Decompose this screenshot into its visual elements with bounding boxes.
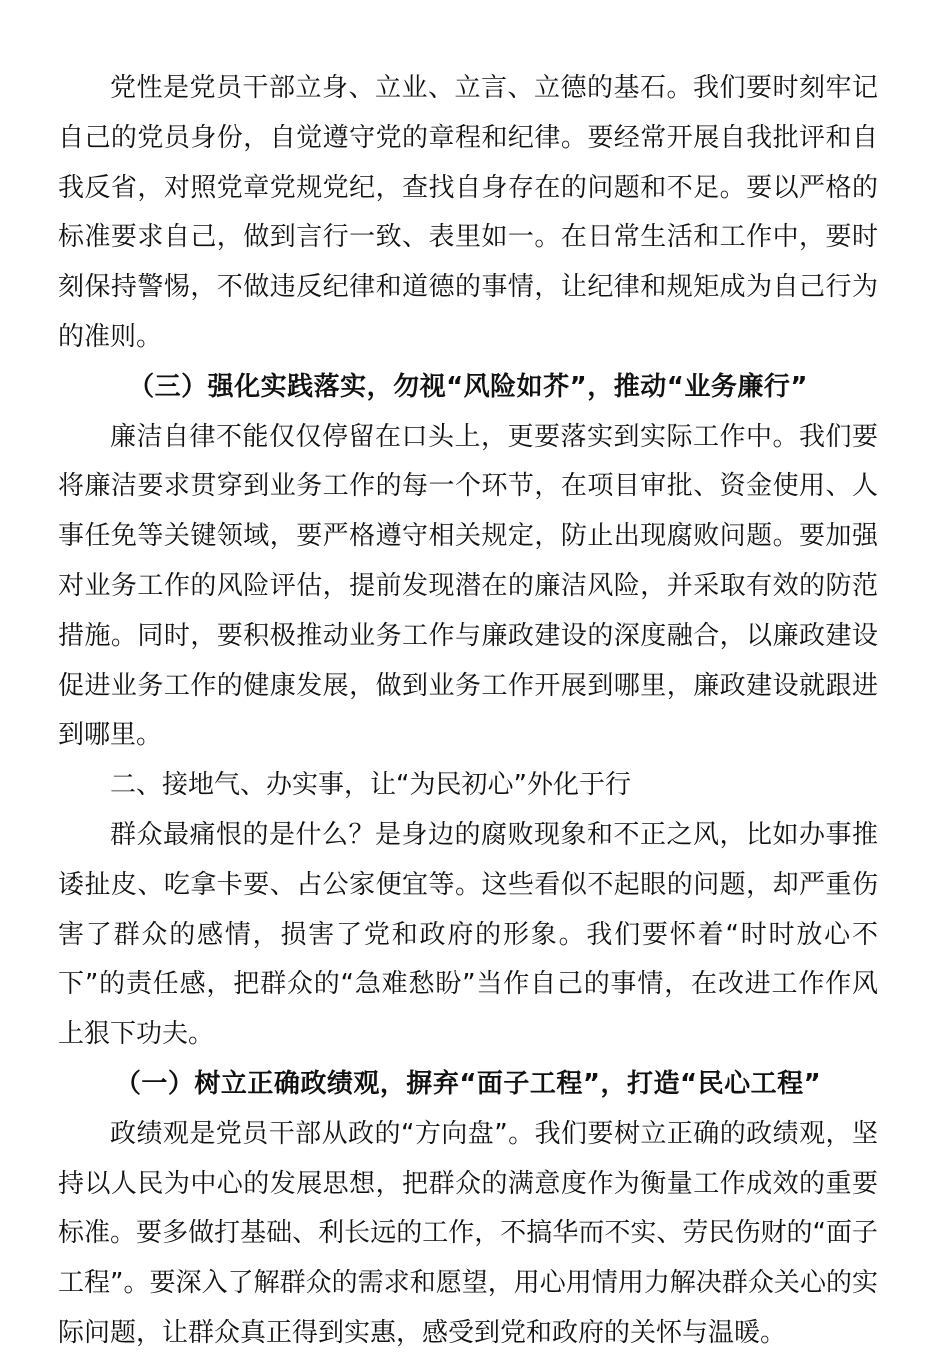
subheading-achievement-view: （一）树立正确政绩观，摒弃“面子工程”，打造“民心工程” <box>114 1068 822 1099</box>
subheading-practice: （三）强化实践落实，勿视“风险如芥”，推动“业务廉行” <box>128 371 808 402</box>
document-body <box>58 64 878 1359</box>
paragraph-party-spirit: 党性是党员干部立身、立业、立言、立德的基石。我们要时刻牢记自己的党员身份，自觉遵守党的章程和纪律。要经常开展自我批评和自我反省，对照党章党规党纪，查找自身存在的问题和不足。要以严格的标准要求自己，做到言行一致、表里如一。在日常生活和工作中，要时刻保持警惕，不做违反纪律和道德的事情，让纪律和规矩成为自己行为的准则。 <box>58 73 878 352</box>
paragraph-public-concerns: 群众最痛恨的是什么？是身边的腐败现象和不正之风，比如办事推诿扯皮、吃拿卡要、占公家便宜等。这些看似不起眼的问题，却严重伤害了群众的感情，损害了党和政府的形象。我们要怀着“时时放心不下”的责任感，把群众的“急难愁盼”当作自己的事情，在改进工作作风上狠下功夫。 <box>58 819 878 1050</box>
paragraph-achievement-view: 政绩观是党员干部从政的“方向盘”。我们要树立正确的政绩观，坚持以人民为中心的发展思想，把群众的满意度作为衡量工作成效的重要标准。要多做打基础、利长远的工作，不搞华而不实、劳民伤财的“面子工程”。要深入了解群众的需求和愿望，用心用情用力解决群众关心的实际问题，让群众真正得到实惠，感受到党和政府的关怀与温暖。 <box>58 1118 878 1348</box>
paragraph-integrity-practice: 廉洁自律不能仅仅停留在口头上，更要落实到实际工作中。我们要将廉洁要求贯穿到业务工作的每一个环节，在项目审批、资金使用、人事任免等关键领域，要严格遵守相关规定，防止出现腐败问题。要加强对业务工作的风险评估，提前发现潜在的廉洁风险，并采取有效的防范措施。同时，要积极推动业务工作与廉政建设的深度融合，以廉政建设促进业务工作的健康发展，做到业务工作开展到哪里，廉政建设就跟进到哪里。 <box>58 421 878 751</box>
section-heading-two: 二、接地气、办实事，让“为民初心”外化于行 <box>110 770 631 801</box>
